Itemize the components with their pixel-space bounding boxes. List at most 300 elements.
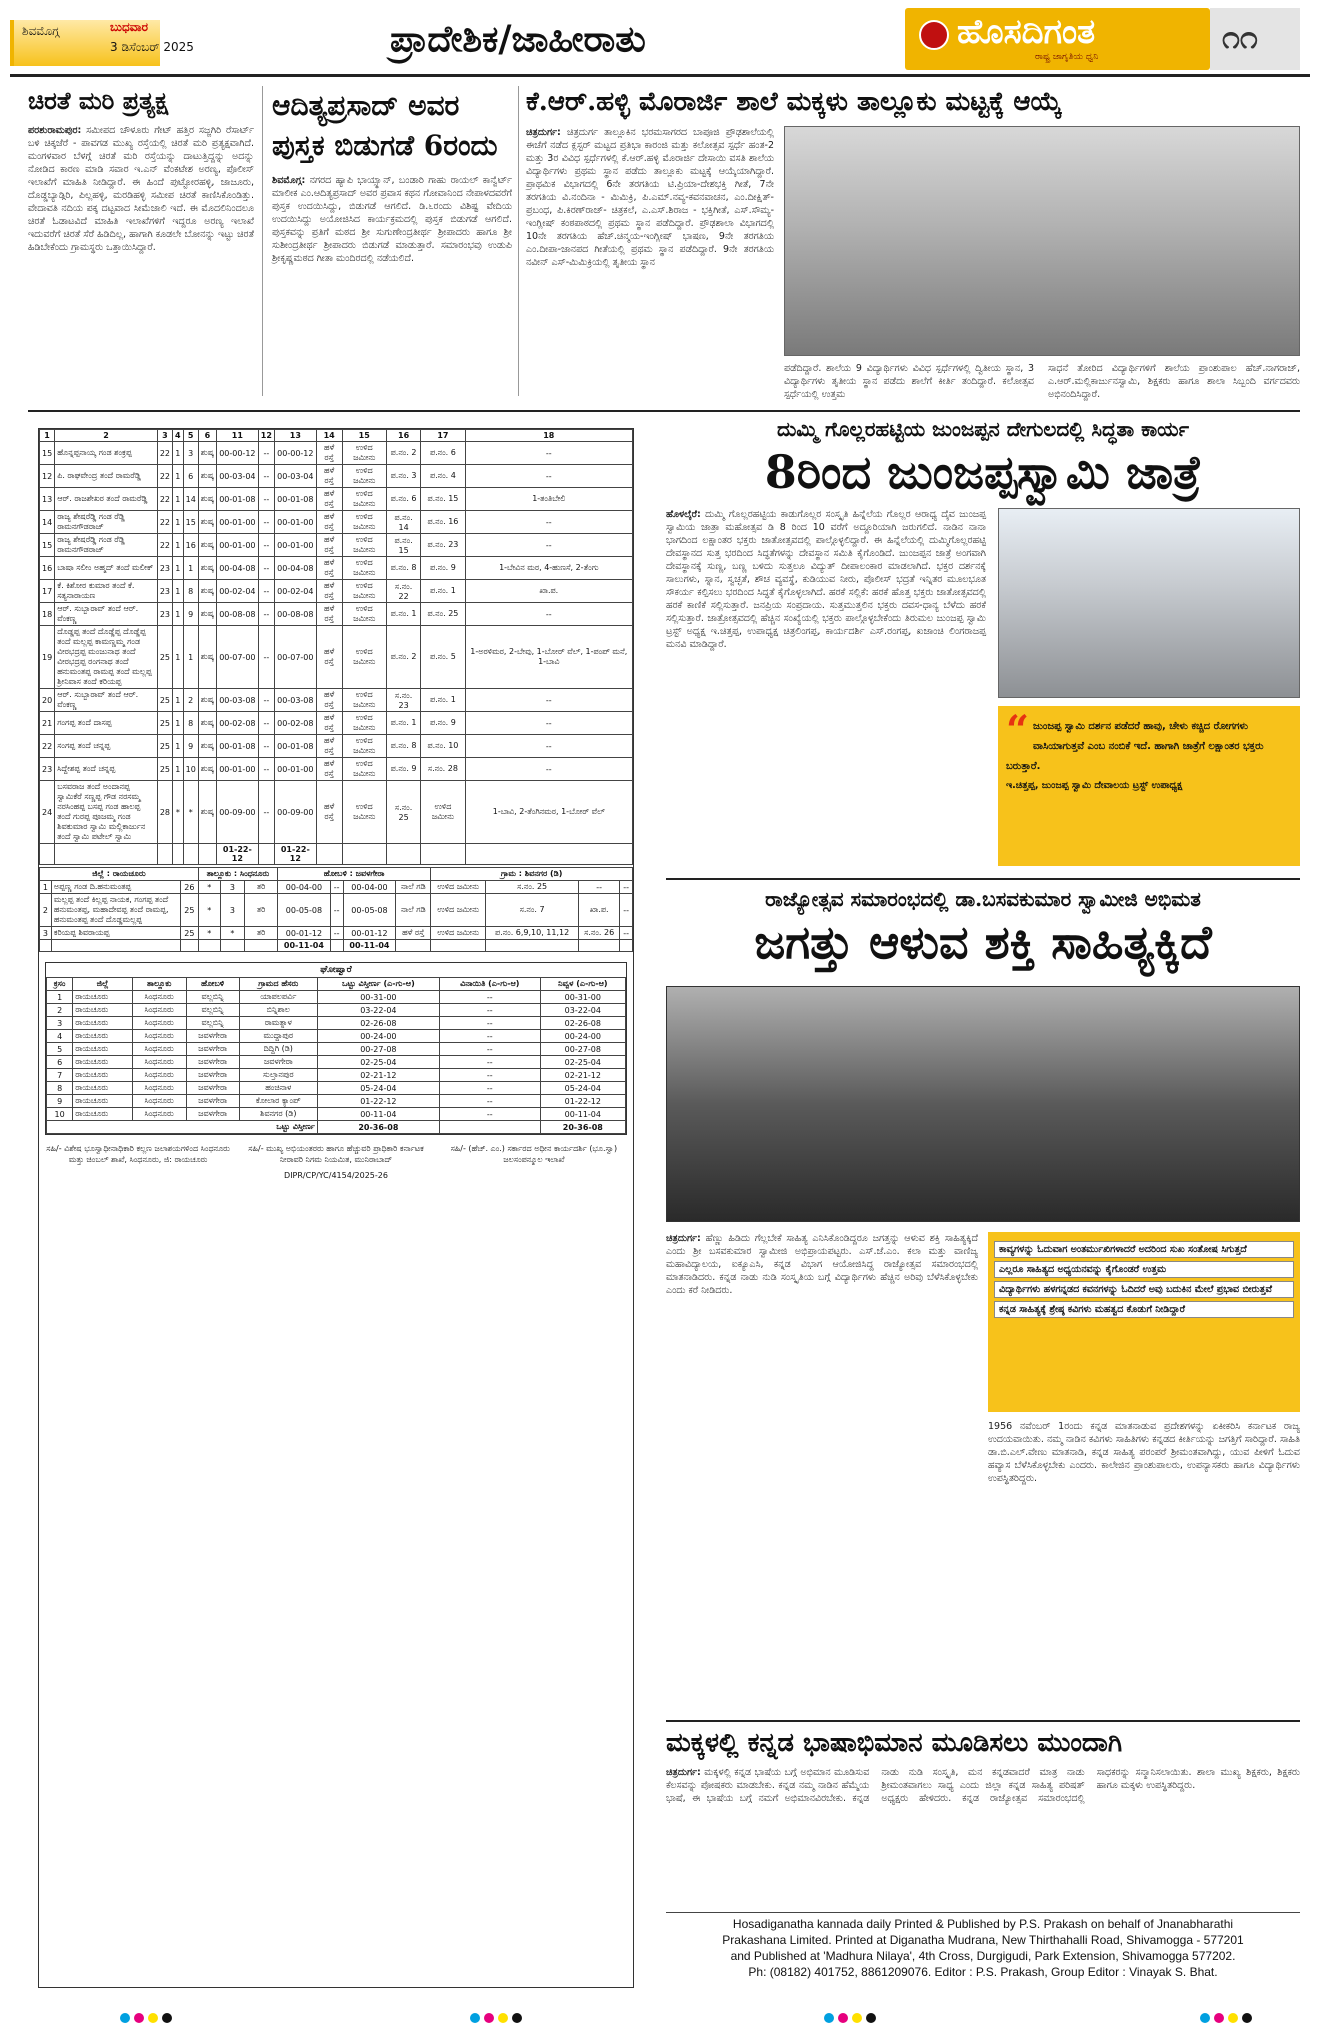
empty-cell: [173, 844, 184, 865]
table-cell: --: [465, 442, 632, 465]
table-cell: 1: [173, 626, 184, 689]
table-cell: 1: [173, 511, 184, 534]
table-cell: --: [465, 712, 632, 735]
table-cell: 9: [183, 735, 198, 758]
masthead-bar: [0, 0, 1330, 78]
story-school-headline: ಕೆ.ಆರ್.ಹಳ್ಳಿ ಮೊರಾರ್ಜಿ ಶಾಲೆ ಮಕ್ಕಳು ತಾಲ್ಲೂಕು ಮಟ್ಟಕ್ಕೆ ಆಯ್ಕೆ: [526, 87, 1062, 117]
table-cell: 1: [183, 626, 198, 689]
table-cell: ಆರ್. ಸುಬ್ಬಾರಾವ್ ತಂದೆ ಆರ್. ವೆಂಕಣ್ಣ: [55, 689, 158, 712]
story-leopard-headline: ಚಿರತೆ ಮರಿ ಪ್ರತ್ಯಕ್ಷ: [28, 86, 169, 115]
table-cell: ಪ.ನಂ. 4: [421, 465, 465, 488]
table-cell: 00-01-08: [216, 735, 258, 758]
table-cell: --: [620, 881, 633, 894]
registration-marks-center-left: [468, 2008, 524, 2027]
table-cell: 25: [157, 735, 172, 758]
empty-cell: [180, 940, 198, 952]
table-cell: 00-00-12: [274, 442, 316, 465]
table-cell: 1: [173, 603, 184, 626]
table-cell: ಜವಳಗೇರಾ: [239, 1056, 317, 1069]
table-cell: 25: [157, 626, 172, 689]
story-kannada: [666, 1726, 1300, 1906]
table-cell: ಶುಷ್ಕ: [198, 689, 216, 712]
table-row: [40, 689, 633, 712]
table-cell: 01-22-12: [540, 1095, 625, 1108]
table-cell: 23: [40, 758, 55, 781]
table-cell: 1: [173, 712, 184, 735]
table-cell: 18: [40, 603, 55, 626]
land-acquisition-ad: [38, 428, 634, 1988]
table-cell: 00-31-00: [317, 991, 439, 1004]
table-cell: 25: [180, 894, 198, 927]
table-cell: 00-01-00: [274, 534, 316, 557]
table-cell: 00-27-08: [540, 1043, 625, 1056]
table-row: [40, 511, 633, 534]
table-cell: ಉಳಿದ ಜಮೀನು: [342, 712, 386, 735]
table-cell: ಉಳಿದ ಜಮೀನು: [342, 580, 386, 603]
table-row: [40, 894, 633, 927]
table-cell: 26: [180, 881, 198, 894]
table-cell: --: [258, 712, 274, 735]
dipr-code: DIPR/CP/YC/4154/2025-26: [284, 1171, 388, 1180]
table-cell: ಪ.ನಂ. 8: [386, 557, 420, 580]
imprint-line3: and Published at 'Madhura Nilaya', 4th Cross, Durgigudi, Park Extension, Shivamogga 577202.: [730, 1949, 1236, 1963]
table-cell: ಶುಷ್ಕ: [198, 781, 216, 844]
table-cell: *: [220, 927, 245, 940]
story-leopard-text: ಸಮೀಪದ ಚೌಳೂರು ಗೇಟ್ ಹತ್ತಿರ ಸಜ್ಜಗಿರಿ ರೆಸಾರ್ಟ್ ಬಳಿ ಚಿಕ್ಕಜೆರೆ - ಪಾವಗಡ ಮುಖ್ಯ ರಸ್ತೆಯಲ್ಲಿ ಚಿರತೆ ಮರಿ ಪ್ರತ್ಯಕ್ಷವಾಗಿದೆ. ಮಂಗಳವಾರ ಬೆಳಗ್ಗೆ ಚಿರತೆ ಮರಿ ರಸ್ತೆಯನ್ನು ದಾಟುತ್ತಿದ್ದನ್ನು ಅದನ್ನು ನೋಡಿದ ಕಾರಣ ಮಾಡಿ ಸವಾರ ಇ.ಎನ್ ವೆಂಕಟೇಶ ಅರಣ್ಯ, ಪೊಲೀಸ್ ಇಲಾಖೆಗೆ ಮಾಹಿತಿ ನೀಡಿದ್ದಾರೆ. ಈ ಹಿಂದೆ ಪುಟ್ಟೋರಹಳ್ಳಿ, ಜಾಜೂರು, ದೊಡ್ಡಬ್ಯಾಡ್ಗಿರಿ, ಪಿಲ್ಲಹಳ್ಳಿ, ಮರಡಿಹಳ್ಳಿ ಸಮೀಪ ಚಿರತೆ ಕಾಣಿಸಿಕೊಂಡಿತ್ತು. ವೇದಾವತಿ ನದಿಯ ಪಕ್ಕ ದಟ್ಟವಾದ ಸೀಮೆಜಾಲಿ ಇದೆ. ಈ ಮೊದಲಿನಿಂದಲೂ ಚಿರತೆ ಓಡಾಟವಿದೆ ಮಾಹಿತಿ ಇಲಾಖೆಗಳಿಗೆ ಇದ್ದರೂ ಅರಣ್ಯ ಇಲಾಖೆ ಇದುವರೆಗೆ ಚಿರತೆ ಸೆರೆ ಹಿಡಿದಿಲ್ಲ, ಹಾಗಾಗಿ ಕೂಡಲೇ ಬೋನನ್ನು ಇಟ್ಟು ಚಿರತೆ ಹಿಡಿಬೇಕೆಂದು ಗ್ರಾಮಸ್ಥರು ಒತ್ತಾಯಿಸಿದ್ದಾರೆ.: [28, 125, 254, 253]
story-school: [526, 86, 1300, 402]
table-cell: ಪ.ನಂ. 2: [386, 626, 420, 689]
table-row: [40, 881, 633, 894]
table-cell: 00-02-04: [274, 580, 316, 603]
table-cell: 03-22-04: [540, 1004, 625, 1017]
table-cell: 1-ಬಾವಿ, 2-ತೆಂಗಿನಮರ, 1-ಬೋರ್ ವೆಲ್: [465, 781, 632, 844]
table-cell: ಹೊನ್ನಪ್ಪನಾಯ್ಕ ಗಂಡ ಶಂಕ್ರಪ್ಪ: [55, 442, 158, 465]
table-cell: 1: [173, 442, 184, 465]
table-cell: ಪ.ನಂ. 15: [386, 534, 420, 557]
table-cell: 25: [157, 689, 172, 712]
table-cell: 1: [173, 735, 184, 758]
table-cell: ಯಾಪಲಪರ್ವಿ: [239, 991, 317, 1004]
table-cell: ಪ.ನಂ. 1: [386, 712, 420, 735]
table-cell: ಪ.ನಂ. 25: [421, 603, 465, 626]
table-cell: ಕೋಲಾರ ಕ್ಯಾಂಪ್: [239, 1095, 317, 1108]
summary-total-row: [47, 1121, 626, 1134]
empty-cell: [55, 844, 158, 865]
ad-col-header: 13: [274, 430, 316, 442]
table-cell: --: [258, 534, 274, 557]
table-cell: 25: [157, 712, 172, 735]
table-cell: ಸಿಂಧನೂರು: [132, 1043, 186, 1056]
table-cell: ಹಳೆ ರಸ್ತೆ: [316, 689, 342, 712]
table-cell: --: [620, 894, 633, 927]
table-cell: ಪ.ನಂ. 1: [421, 580, 465, 603]
table-cell: ಶುಷ್ಕ: [198, 712, 216, 735]
registration-marks-left: [118, 2008, 174, 2027]
quote-mark-icon: “: [1006, 707, 1030, 754]
table-cell: --: [258, 603, 274, 626]
story-book-text: ನಗರದ ಹ್ಯಾಪಿ ಭಾಯ್ಸ್ಥಾನ್, ಬಂಡಾರಿ ಗಾಹು ರಾಯಲ್ ಕಾನ್ವೆರ್ಟ್ ಮಾಲೀಕ ಎಂ.ಆದಿತ್ಯಪ್ರಸಾದ್ ಅವರ ಪ್ರವಾಸ ಕಥನ ಗೋವಾನಿಂದ ನೇಪಾಳದವರೆಗೆ ಪುಸ್ತಕ ಉದಯಿಸಿದ್ದು, ಬಿಡುಗಡೆ ಆಗಲಿದೆ. ಡಿ.೬ರಂದು ವಿಶಿಷ್ಟ ವೇದಿಯ ಉದಯಿಸಿದ್ದು ಅಯೋಜಿಸಿದ ಕಾರ್ಯಕ್ರಮದಲ್ಲಿ ಪುಸ್ತಕ ಬಿಡುಗಡೆ ಆಗಲಿದೆ. ಪುಸ್ತಕವನ್ನು ಪ್ರತಿಗೆ ಮಠದ ಶ್ರೀ ಸುಗುಣೇಂದ್ರತೀರ್ಥ ಶ್ರೀಪಾದರು ಹಾಗೂ ಶ್ರೀ ಸುಶೀಂದ್ರತೀರ್ಥ ಶ್ರೀಪಾದರು ಬಿಡುಗಡೆ ಮಾಡುತ್ತಾರೆ. ಸಮಾರಂಭವು ಉಡುಪಿ ಶ್ರೀಕೃಷ್ಣಮಠದ ಗೀತಾ ಮಂದಿರದಲ್ಲಿ ನಡೆಯಲಿದೆ.: [272, 175, 512, 264]
table-cell: 3: [220, 881, 245, 894]
ad-col-header: 17: [421, 430, 465, 442]
ad-col-header: 18: [465, 430, 632, 442]
header-day: ಬುಧವಾರ: [110, 20, 148, 34]
table-row: [40, 442, 633, 465]
table-cell: ಸಿದ್ದೇಶಪ್ಪ ತಂದೆ ಚನ್ನಪ್ಪ: [55, 758, 158, 781]
quote-attribution: ಇ.ಚಿತ್ತಪ್ಪ, ಜುಂಜಪ್ಪ ಸ್ವಾಮಿ ದೇವಾಲಯ ಟ್ರಸ್ಟ್ ಉಪಾಧ್ಯಕ್ಷ: [1006, 780, 1183, 791]
table-cell: 00-01-00: [274, 511, 316, 534]
table-cell: ಹಳೆ ರಸ್ತೆ: [316, 488, 342, 511]
table-row: [47, 1004, 626, 1017]
lamp-icon: [919, 20, 949, 50]
story-school-dateline: ಚಿತ್ರದುರ್ಗ:: [526, 127, 561, 138]
table-cell: --: [258, 511, 274, 534]
summary-col-header: ತಾಲ್ಲೂಕು: [132, 978, 186, 991]
table-cell: ಪ.ನಂ. 23: [421, 534, 465, 557]
subtotal-row: [40, 940, 633, 952]
story-kannada-dateline: ಚಿತ್ರದುರ್ಗ:: [666, 1767, 701, 1778]
district-row: [40, 868, 633, 881]
table-row: [40, 758, 633, 781]
table-cell: 02-21-12: [317, 1069, 439, 1082]
table-cell: ಉಳಿದ ಜಮೀನು: [342, 603, 386, 626]
table-cell: --: [439, 1108, 540, 1121]
table-cell: 1: [40, 881, 52, 894]
table-cell: --: [330, 927, 343, 940]
ad-signature-1: ಸಹಿ/- ವಿಶೇಷ ಭೂಸ್ವಾಧೀನಾಧಿಕಾರಿ ಕಲ್ಲಣ ಜಲಾಶಯಗಳಿಂದ ಸಿಂಧನೂರು ಮತ್ತು ಚಿಂಬಲ್ ಶಾಖೆ, ಸಿಂಧನೂರು, ಜಿ: ರಾಯಚೂರು: [46, 1144, 230, 1164]
header-rule: [10, 74, 1310, 77]
col-divider: [518, 86, 519, 396]
ad-col-header: 1: [40, 430, 55, 442]
table-cell: 00-01-08: [216, 488, 258, 511]
story-school-body: [526, 126, 774, 269]
table-cell: --: [258, 689, 274, 712]
table-cell: ಉಳಿದ ಜಮೀನು: [342, 442, 386, 465]
empty-cell: [40, 844, 55, 865]
story-sahitya-body: [666, 1232, 978, 1297]
subtotal-cell: 01-22-12: [274, 844, 316, 865]
table-row: [47, 991, 626, 1004]
table-row: [47, 1082, 626, 1095]
ad-col-header: 16: [386, 430, 420, 442]
table-cell: ಸಿಂಧನೂರು: [132, 1004, 186, 1017]
imprint-line2: Prakashana Limited. Printed at Diganatha Mudrana, New Thirthahalli Road, Shivamogga - 577201: [722, 1933, 1244, 1947]
empty-cell: [198, 940, 220, 952]
table-cell: --: [258, 557, 274, 580]
table-cell: ರಾಯಚೂರು: [73, 1082, 133, 1095]
table-row: [40, 712, 633, 735]
story-kannada-body: [666, 1766, 1300, 1805]
table-cell: 00-00-12: [216, 442, 258, 465]
ad-main-table: [39, 429, 633, 865]
table-cell: 00-01-00: [216, 511, 258, 534]
story-book-dateline: ಶಿವಮೊಗ್ಗ:: [272, 175, 306, 186]
table-cell: 00-03-08: [274, 689, 316, 712]
table-row: [40, 603, 633, 626]
story-school-caption1: ಪಡೆದಿದ್ದಾರೆ. ಶಾಲೆಯ 9 ವಿದ್ಯಾರ್ಥಿಗಳು ವಿವಿಧ ಸ್ಪರ್ಧೆಗಳಲ್ಲಿ ದ್ವಿತೀಯ ಸ್ಥಾನ, 3 ವಿದ್ಯಾರ್ಥಿಗಳು ತೃತೀಯ ಸ್ಥಾನ ಪಡೆದು ಶಾಲೆಗೆ ಕೀರ್ತಿ ತಂದಿದ್ದಾರೆ. ಕಲೋತ್ಸವ ಸ್ಪರ್ಧೆಯಲ್ಲಿ ಉತ್ತಮ: [784, 363, 1034, 400]
table-cell: ಹಂಚಿನಾಳ: [239, 1082, 317, 1095]
table-cell: ಕೆ. ಕಿಶೋರ ಕುಮಾರ ತಂದೆ ಕೆ. ಸತ್ಯನಾರಾಯಣ: [55, 580, 158, 603]
table-cell: ವಲ್ಲಬಿನ್ನಿ: [186, 991, 239, 1004]
table-cell: 00-02-08: [274, 712, 316, 735]
table-cell: --: [620, 927, 633, 940]
table-row: [40, 735, 633, 758]
ad-col-header: 6: [198, 430, 216, 442]
table-cell: 17: [40, 580, 55, 603]
table-cell: --: [258, 580, 274, 603]
table-cell: 00-09-00: [216, 781, 258, 844]
table-cell: ಆರ್. ರಾಜಶೇಖರ ತಂದೆ ರಾಮರೆಡ್ಡಿ: [55, 488, 158, 511]
table-cell: 1: [47, 991, 73, 1004]
table-cell: 21: [40, 712, 55, 735]
ad-signature-3: ಸಹಿ/- (ಹೆಚ್. ಎಂ.) ಸರ್ಕಾರದ ಅಧೀನ ಕಾರ್ಯದರ್ಶಿ (ಭೂ.ಸ್ವಾ) ಜಲಸಂಪನ್ಮೂಲ ಇಲಾಖೆ: [450, 1144, 618, 1164]
table-cell: 1: [183, 557, 198, 580]
table-cell: *: [198, 881, 220, 894]
table-cell: 2: [47, 1004, 73, 1017]
table-cell: ಶಿವನಗರ (ಡಿ): [239, 1108, 317, 1121]
table-cell: 00-24-00: [317, 1030, 439, 1043]
table-cell: ಉಳಿದ ಜಮೀನು: [342, 557, 386, 580]
summary-col-header: ಕ್ರಸಂ: [47, 978, 73, 991]
table-cell: ಜವಳಗೇರಾ: [186, 1056, 239, 1069]
summary-col-header: ಒಟ್ಟು ವಿಸ್ತೀರ್ಣ (ಎ-ಗು-ಆ): [317, 978, 439, 991]
registration-marks-right: [1198, 2008, 1254, 2027]
table-cell: --: [439, 1043, 540, 1056]
table-cell: ಜವಳಗೇರಾ: [186, 1095, 239, 1108]
table-cell: 02-21-12: [540, 1069, 625, 1082]
story-jatre-dateline: ಹೊಳಲ್ಕೆರೆ:: [666, 509, 701, 520]
table-cell: ಆರ್. ಸುಬ್ಬಾರಾವ್ ತಂದೆ ಆರ್. ವೆಂಕಣ್ಣ: [55, 603, 158, 626]
ad-signature-2: ಸಹಿ/- ಮುಖ್ಯ ಅಭಿಯಂತರರು ಹಾಗೂ ಹೆಚ್ಚುವರಿ ಪ್ರಾಧಿಕಾರಿ ಕರ್ನಾಟಕ ನೀರಾವರಿ ನಿಗಮ ನಿಯಮಿತ, ಮುನಿರಾಬಾದ್: [248, 1144, 424, 1164]
ad-col-header: 2: [55, 430, 158, 442]
story-jatre-kicker: ದುಮ್ಮಿ ಗೊಲ್ಲರಹಟ್ಟಿಯ ಜುಂಜಪ್ಪನ ದೇಗುಲದಲ್ಲಿ ಸಿದ್ಧತಾ ಕಾರ್ಯ: [777, 417, 1189, 441]
story-leopard-dateline: ಪರಶುರಾಮಪುರ:: [28, 125, 82, 136]
table-cell: 00-01-08: [274, 735, 316, 758]
story-book-headline: ಆದಿತ್ಯಪ್ರಸಾದ್ ಅವರ ಪುಸ್ತಕ ಬಿಡುಗಡೆ 6ರಂದು: [272, 89, 498, 162]
summary-col-header: ಜಿಲ್ಲೆ: [73, 978, 133, 991]
table-cell: --: [258, 442, 274, 465]
subtotal-cell: 00-11-04: [343, 940, 396, 952]
table-cell: 01-22-12: [317, 1095, 439, 1108]
paper-name: ಹೊಸದಿಗಂತ: [957, 12, 1096, 52]
table-cell: ಕರಿಯಪ್ಪ ಶಿವರಾಯಪ್ಪ: [51, 927, 180, 940]
story-sahitya-body2: 1956 ನವೆಂಬರ್ 1ರಂದು ಕನ್ನಡ ಮಾತನಾಡುವ ಪ್ರದೇಶಗಳನ್ನು ಏಕೀಕರಿಸಿ ಕರ್ನಾಟಕ ರಾಜ್ಯ ಉದಯವಾಯಿತು. ನಮ್ಮ ನಾಡಿನ ಕವಿಗಳು ಸಾಹಿತಿಗಳು ಕನ್ನಡದ ಕೀರ್ತಿಯನ್ನು ಜಗತ್ತಿಗೆ ಸಾರಿದ್ದಾರೆ. ಸಾಹಿತಿ ಡಾ.ಬಿ.ಎಲ್.ವೇಣು ಮಾತನಾಡಿ, ಕನ್ನಡ ಸಾಹಿತ್ಯ ಪರಂಪರೆ ಶ್ರೀಮಂತವಾಗಿದ್ದು, ಯುವ ಪೀಳಿಗೆ ಓದುವ ಹವ್ಯಾಸ ಬೆಳೆಸಿಕೊಳ್ಳಬೇಕು ಎಂದರು. ಕಾಲೇಜಿನ ಪ್ರಾಂಶುಪಾಲರು, ಉಪನ್ಯಾಸಕರು ಹಾಗೂ ವಿದ್ಯಾರ್ಥಿಗಳು ಉಪಸ್ಥಿತರಿದ್ದರು.: [988, 1421, 1300, 1484]
table-cell: 2: [40, 894, 52, 927]
table-cell: ಪ.ನಂ. 2: [386, 442, 420, 465]
table-cell: 05-24-04: [540, 1082, 625, 1095]
table-cell: ಬಸವರಾಜ ತಂದೆ ಅಂದಾನಪ್ಪ ಸ್ವಾಮಿಕೆರೆ ಸಣ್ಣಪ್ಪ ಗೌಡ ನರಸಮ್ಮ ನರಸಿಂಹಪ್ಪ ಬಸಪ್ಪ ಗಂಡ ಹಾಲಪ್ಪ ತಂದೆ ಗುರಪ್ಪ ಪೂಜಮ್ಮ ಗಂಡ ಶಿವಕುಮಾರ ಸ್ವಾಮಿ ಮಲ್ಲಿಕಾರ್ಜುನ ತಂದೆ ಸ್ವಾಮಿ ಪಟೇಲ್ ಸ್ವಾಮಿ: [55, 781, 158, 844]
table-cell: ಮುದ್ದಾಪುರ: [239, 1030, 317, 1043]
table-cell: ಜವಳಗೇರಾ: [186, 1043, 239, 1056]
paper-logo-box: [905, 8, 1210, 70]
table-cell: 00-07-00: [274, 626, 316, 689]
table-cell: 24: [40, 781, 55, 844]
table-cell: ಶುಷ್ಕ: [198, 442, 216, 465]
table-cell: ತರಿ: [245, 927, 278, 940]
table-cell: ಶುಷ್ಕ: [198, 511, 216, 534]
summary-total-label: ಒಟ್ಟು ವಿಸ್ತೀರ್ಣ: [47, 1121, 318, 1134]
table-cell: ದಿದ್ದಿಗಿ (ಡಿ): [239, 1043, 317, 1056]
table-cell: ಉಳಿದ ಜಮೀನು: [342, 689, 386, 712]
section-title: ಪ್ರಾದೇಶಿಕ/ಜಾಹೀರಾತು: [390, 18, 646, 60]
table-cell: ರಾಜ್ಯ ಶೇಷರೆಡ್ಡಿ ಗಂಡ ರೆಡ್ಡಿ ರಾಮನಗೌಡರಾಜ್: [55, 534, 158, 557]
story-jatre-text: ದುಮ್ಮಿ ಗೊಲ್ಲರಹಟ್ಟಿಯ ಕಾಡುಗೊಲ್ಲರ ಸಂಸ್ಕೃತಿ ಹಿನ್ನೆಲೆಯ ಗೊಲ್ಲರ ಆರಾಧ್ಯ ದೈವ ಜುಂಜಪ್ಪ ಸ್ವಾಮಿಯ ಜಾತ್ರಾ ಮಹೋತ್ಸವ ಡಿ 8 ರಿಂದ 10 ವರೆಗೆ ಅದ್ದೂರಿಯಾಗಿ ಜರುಗಲಿದೆ. ನಾಡಿನ ನಾನಾ ಭಾಗದಿಂದ ಲಕ್ಷಾಂತರ ಭಕ್ತರು ಜಾತೋತ್ಸವದಲ್ಲಿ ಪಾಲ್ಗೊಳ್ಳಲಿದ್ದಾರೆ. ಈ ಹಿನ್ನೆಲೆಯಲ್ಲಿ ದುಮ್ಮಿಗೊಲ್ಲರಹಟ್ಟಿ ದೇವಸ್ಥಾನದ ಸುತ್ತ ಭರದಿಂದ ಸಿದ್ಧತೆಗಳನ್ನು ದೇವಸ್ಥಾನ ಸಮಿತಿ ಕೈಗೊಂಡಿದೆ. ಜುಂಜಪ್ಪನ ಜಾತ್ರೆ ಅಂಗವಾಗಿ ದೇವಸ್ಥಾನಕ್ಕೆ ಸುಣ್ಣ, ಬಣ್ಣ ಬಳಿದು ಸುತ್ತಲೂ ವಿದ್ಯುತ್ ದೀಪಾಲಂಕಾರ ಮಾಡಲಾಗಿದೆ. ಭಕ್ತರ ದರ್ಶನಕ್ಕೆ ಸಾಲುಗಳು, ಸ್ನಾನ, ಸ್ವಚ್ಛತೆ, ಶೌಚ ವ್ಯವಸ್ಥೆ, ಕುಡಿಯುವ ನೀರು, ಪೊಲೀಸ್ ಭದ್ರತೆ ಇನ್ನಿತರ ಮೂಲಭೂತ ಸೌಕರ್ಯ ಕಲ್ಪಿಸಲು ಭರದಿಂದ ಸಿದ್ಧತೆ ಕೈಗೊಳ್ಳಲಾಗಿದೆ. ಹರಕೆ ಸಲ್ಲಿಕೆ: ಹರಕೆ ಹೊತ್ತ ಭಕ್ತರು ಜಾತೋತ್ಸವದಲ್ಲಿ ಹರಕೆ ಕಾಣಿಕೆ ಸಲ್ಲಿಸುತ್ತಾರೆ. ಜನಪ್ರಿಯ ಸಂಪ್ರದಾಯ. ಸುತ್ತಮುತ್ತಲಿನ ಭಕ್ತರು ದವಸ-ಧಾನ್ಯ ಬೆಳೆದು ಹರಕೆ ಸಲ್ಲಿಸುತ್ತಾರೆ. ಜಾತ್ರೋತ್ಸವದಲ್ಲಿ ಹೆಚ್ಚಿನ ಸಂಖ್ಯೆಯಲ್ಲಿ ಭಕ್ತರು ಪಾಲ್ಗೊಳ್ಳಬೇಕೆಂದು ತಿರುಮಲ ಜುಂಜಪ್ಪ ಸ್ವಾಮಿ ಟ್ರಸ್ಟ್ ಅಧ್ಯಕ್ಷ ಇ.ಚಿತ್ತಪ್ಪ, ಉಪಾಧ್ಯಕ್ಷ ಚಿತ್ರಲಿಂಗಪ್ಪ, ಕಾರ್ಯದರ್ಶಿ ಎಸ್.ರಂಗಪ್ಪ, ಖಜಾಂಚಿ ಲಿಂಗರಾಜಪ್ಪ ಮನವಿ ಮಾಡಿದ್ದಾರೆ.: [666, 509, 986, 650]
table-cell: --: [465, 534, 632, 557]
table-cell: ಪಿ. ರಾಘವೇಂದ್ರ ತಂದೆ ರಾಮರೆಡ್ಡಿ: [55, 465, 158, 488]
table-cell: --: [465, 465, 632, 488]
story-kannada-text: ಮಕ್ಕಳಲ್ಲಿ ಕನ್ನಡ ಭಾಷೆಯ ಬಗ್ಗೆ ಅಭಿಮಾನ ಮೂಡಿಸುವ ಕೆಲಸವನ್ನು ಪೋಷಕರು ಮಾಡಬೇಕು. ಕನ್ನಡ ನಮ್ಮ ನಾಡಿನ ಹೆಮ್ಮೆಯ ಭಾಷೆ, ಈ ಭಾಷೆಯ ಬಗ್ಗೆ ನಮಗೆ ಅಭಿಮಾನವಿರಬೇಕು. ಕನ್ನಡ ನಾಡು ನುಡಿ ಸಂಸ್ಕೃತಿ, ಮನ ಕನ್ನಡವಾದರೆ ಮಾತ್ರ ನಾಡು ಶ್ರೀಮಂತವಾಗಲು ಸಾಧ್ಯ ಎಂದು ಜಿಲ್ಲಾ ಕನ್ನಡ ಸಾಹಿತ್ಯ ಪರಿಷತ್ ಅಧ್ಯಕ್ಷರು ಹೇಳಿದರು. ಕನ್ನಡ ರಾಜ್ಯೋತ್ಸವ ಸಮಾರಂಭದಲ್ಲಿ ಸಾಧಕರನ್ನು ಸನ್ಮಾನಿಸಲಾಯಿತು. ಶಾಲಾ ಮುಖ್ಯ ಶಿಕ್ಷಕರು, ಶಿಕ್ಷಕರು ಹಾಗೂ ಮಕ್ಕಳು ಉಪಸ್ಥಿತರಿದ್ದರು.: [666, 1767, 1300, 1804]
table-cell: 00-02-04: [216, 580, 258, 603]
table-cell: ಉಳಿದ ಜಮೀನು: [342, 735, 386, 758]
table-cell: 1: [173, 689, 184, 712]
summary-title: ಘೋಷ್ವಾರೆ: [320, 965, 352, 975]
table-cell: ಉಳಿದ ಜಮೀನು: [431, 881, 486, 894]
table-cell: ಬಿನ್ನಿಶಾಲ: [239, 1004, 317, 1017]
table-cell: ಉಳಿದ ಜಮೀನು: [342, 465, 386, 488]
empty-cell: [486, 940, 579, 952]
table-cell: 00-01-08: [274, 488, 316, 511]
table-cell: ಪ.ನಂ. 8: [386, 735, 420, 758]
key-point: ವಿದ್ಯಾರ್ಥಿಗಳು ಹಳಗನ್ನಡದ ಕವನಗಳನ್ನು ಓದಿದರೆ ಅವು ಬದುಕಿನ ಮೇಲೆ ಪ್ರಭಾವ ಬೀರುತ್ತವೆ: [994, 1281, 1294, 1298]
table-cell: ರಾಯಚೂರು: [73, 991, 133, 1004]
table-cell: ಸ.ನಂ. 26: [579, 927, 620, 940]
table-cell: ಸಂಗಪ್ಪ ತಂದೆ ಚನ್ನಪ್ಪ: [55, 735, 158, 758]
village-label: ಗ್ರಾಮ : ಶಿವನಗರ (ಡಿ): [431, 868, 633, 881]
table-cell: --: [258, 488, 274, 511]
imprint-line4: Ph: (08182) 401752, 8861209076. Editor : P.S. Prakash, Group Editor : Vinayak S. Bhat.: [748, 1965, 1218, 1979]
table-cell: 05-24-04: [317, 1082, 439, 1095]
table-cell: 00-04-00: [277, 881, 330, 894]
table-cell: ತರಿ: [245, 881, 278, 894]
table-cell: 00-01-00: [216, 534, 258, 557]
quote-box: [998, 706, 1300, 866]
table-cell: 22: [157, 511, 172, 534]
header-place: ಶಿವಮೊಗ್ಗ: [22, 24, 60, 38]
table-cell: *: [198, 894, 220, 927]
table-cell: ಪ.ನಂ. 1: [421, 689, 465, 712]
paper-tagline: ರಾಷ್ಟ್ರ ಜಾಗೃತಿಯ ಧ್ವನಿ: [1035, 52, 1099, 62]
table-cell: 2: [183, 689, 198, 712]
table-cell: 3: [40, 927, 52, 940]
table-cell: 00-01-00: [216, 758, 258, 781]
story-school-caption2: ಸಾಧನೆ ತೋರಿದ ವಿದ್ಯಾರ್ಥಿಗಳಿಗೆ ಶಾಲೆಯ ಪ್ರಾಂಶುಪಾಲ ಹೆಚ್.ನಾಗರಾಜ್, ಎ.ಆರ್.ಮಲ್ಲಿಕಾರ್ಜುನಸ್ವಾಮಿ, ಶಿಕ್ಷಕರು ಹಾಗೂ ಶಾಲಾ ಸಿಬ್ಬಂದಿ ವರ್ಗದವರು ಅಭಿನಂದಿಸಿದ್ದಾರೆ.: [1048, 363, 1300, 400]
table-cell: 02-26-08: [317, 1017, 439, 1030]
empty-cell: [396, 940, 431, 952]
table-cell: ಗಂಗಪ್ಪ ತಂದೆ ದಾಸಪ್ಪ: [55, 712, 158, 735]
table-cell: 10: [183, 758, 198, 781]
subtotal-cell: 01-22-12: [216, 844, 258, 865]
table-cell: ಜವಳಗೇರಾ: [186, 1069, 239, 1082]
table-cell: ಹಳೆ ರಸ್ತೆ: [316, 580, 342, 603]
table-cell: 5: [47, 1043, 73, 1056]
table-cell: ಶುಷ್ಕ: [198, 735, 216, 758]
table-cell: 1-ಬೇವಿನ ಮರ, 4-ಹುಣಸೆ, 2-ತೆಂಗು: [465, 557, 632, 580]
table-cell: 1: [173, 580, 184, 603]
table-cell: ಪ.ನಂ. 1: [386, 603, 420, 626]
imprint-line1: Hosadiganatha kannada daily Printed & Published by P.S. Prakash on behalf of Jnanabharathi: [732, 1917, 1234, 1931]
table-cell: 3: [183, 442, 198, 465]
table-cell: 1: [173, 488, 184, 511]
ad-col-header: 12: [258, 430, 274, 442]
table-cell: 9: [47, 1095, 73, 1108]
table-cell: ವಲ್ಲಬಿನ್ನಿ: [186, 1017, 239, 1030]
table-cell: ಹಳೆ ರಸ್ತೆ: [316, 712, 342, 735]
table-cell: 23: [157, 557, 172, 580]
table-cell: 00-27-08: [317, 1043, 439, 1056]
table-row: [47, 1108, 626, 1121]
table-cell: ವಲ್ಲಬಿನ್ನಿ: [186, 1004, 239, 1017]
table-cell: ಸಿಂಧನೂರು: [132, 1030, 186, 1043]
table-cell: 4: [47, 1030, 73, 1043]
empty-cell: [157, 844, 172, 865]
table-cell: ರಾಯಚೂರು: [73, 1069, 133, 1082]
table-cell: ಪ.ನಂ. 15: [421, 488, 465, 511]
table-cell: ಸಿಂಧನೂರು: [132, 1082, 186, 1095]
table-cell: ದೊಡ್ಡಪ್ಪ ತಂದೆ ದೊಡ್ಡೆಪ್ಪ ದೊಡ್ಡೆಪ್ಪ ತಂದೆ ಮಲ್ಲಪ್ಪ ಕಾಮಣ್ಣಮ್ಮ ಗಂಡ ವೀರಭದ್ರಪ್ಪ ಮಂಜುನಾಥ ತಂದೆ ವೀರಭದ್ರಪ್ಪ ರಂಗನಾಥ ತಂದೆ ಹನುಮಂತಪ್ಪ ರಾಮಪ್ಪ ತಂದೆ ಮಲ್ಲಪ್ಪ ಶ್ರೀನಿವಾಸ ತಂದೆ ಕರಿಯಪ್ಪ: [55, 626, 158, 689]
table-cell: ರಾಯಚೂರು: [73, 1043, 133, 1056]
table-cell: 22: [157, 465, 172, 488]
table-cell: --: [465, 689, 632, 712]
summary-col-header: ವಿನಾಯಿತಿ (ಎ-ಗು-ಆ): [439, 978, 540, 991]
table-cell: 14: [40, 511, 55, 534]
table-cell: ಸಿಂಧನೂರು: [132, 1017, 186, 1030]
table-cell: ರಾಜ್ಯ ಶೇಷರೆಡ್ಡಿ ಗಂಡ ರೆಡ್ಡಿ ರಾಮನಗೌಡರಾಜ್: [55, 511, 158, 534]
table-cell: 00-08-08: [216, 603, 258, 626]
table-cell: ಸ.ನಂ. 23: [386, 689, 420, 712]
table-cell: ಹಳೆ ರಸ್ತೆ: [316, 534, 342, 557]
table-cell: --: [258, 465, 274, 488]
table-cell: ಸಿಂಧನೂರು: [132, 1069, 186, 1082]
table-cell: --: [465, 603, 632, 626]
table-cell: ಉಳಿದ ಜಮೀನು: [342, 534, 386, 557]
empty-cell: [421, 844, 465, 865]
subtotal-row: [40, 844, 633, 865]
table-cell: 16: [40, 557, 55, 580]
table-cell: --: [465, 511, 632, 534]
table-cell: ಶುಷ್ಕ: [198, 580, 216, 603]
table-cell: ಸ.ನಂ. 7: [486, 894, 579, 927]
event-photo: [666, 986, 1300, 1222]
table-cell: 00-31-00: [540, 991, 625, 1004]
table-cell: 3: [220, 894, 245, 927]
table-cell: --: [258, 758, 274, 781]
table-cell: 15: [40, 534, 55, 557]
table-row: [47, 1095, 626, 1108]
table-cell: ಹಳೆ ರಸ್ತೆ: [316, 557, 342, 580]
table-cell: ಹಳೆ ರಸ್ತೆ: [316, 465, 342, 488]
table-row: [40, 580, 633, 603]
table-cell: ಪ.ನಂ. 5: [421, 626, 465, 689]
table-cell: ರಾಯಚೂರು: [73, 1030, 133, 1043]
table-cell: ಸುಲ್ತಾನಪುರ: [239, 1069, 317, 1082]
table-cell: 00-04-08: [216, 557, 258, 580]
col-divider: [262, 86, 263, 396]
table-cell: ಸಿಂಧನೂರು: [132, 991, 186, 1004]
summary-total2: 20-36-08: [540, 1121, 625, 1134]
table-cell: ಪ.ನಂ. 6: [386, 488, 420, 511]
table-cell: 00-03-08: [216, 689, 258, 712]
story-leopard: [28, 86, 254, 396]
table-cell: 28: [157, 781, 172, 844]
table-cell: ನಾಲೆ ಗಡಿ: [396, 894, 431, 927]
table-cell: ಉಳಿದ ಜಮೀನು: [342, 758, 386, 781]
table-cell: 00-03-04: [274, 465, 316, 488]
table-cell: ಜವಳಗೇರಾ: [186, 1030, 239, 1043]
table-cell: ಉಳಿದ ಜಮೀನು: [342, 511, 386, 534]
table-row: [47, 1017, 626, 1030]
table-row: [47, 1056, 626, 1069]
table-cell: ಬಾಷಾ ಸಲೀಂ ಅಹ್ಮದ್ ತಂದೆ ಮಲೀಕ್: [55, 557, 158, 580]
story-school-text: ಚಿತ್ರದುರ್ಗ ತಾಲ್ಲೂಕಿನ ಭರಮಸಾಗರದ ಬಾಪೂಜಿ ಪ್ರೌಢಶಾಲೆಯಲ್ಲಿ ಈಚೆಗೆ ನಡೆದ ಕ್ಲಸ್ಟರ್ ಮಟ್ಟದ ಪ್ರತಿಭಾ ಕಾರಂಜಿ ಮತ್ತು ಕಲೋತ್ಸವ ಸ್ಪರ್ಧೆ ಹಂತ-2 ಮತ್ತು 3ರ ವಿವಿಧ ಸ್ಪರ್ಧೆಗಳಲ್ಲಿ ಕೆ.ಆರ್.ಹಳ್ಳಿ ಮೊರಾರ್ಜಿ ದೇಸಾಯಿ ವಸತಿ ಶಾಲೆಯ ವಿದ್ಯಾರ್ಥಿಗಳು ಪ್ರಥಮ ಸ್ಥಾನ ಪಡೆದು ತಾಲ್ಲೂಕು ಮಟ್ಟಕ್ಕೆ ಆಯ್ಕೆಯಾಗಿದ್ದಾರೆ. ಪ್ರಾಥಮಿಕ ವಿಭಾಗದಲ್ಲಿ 6ನೇ ತರಗತಿಯ ಟಿ.ಪ್ರಿಯಾ-ದೇಶಭಕ್ತಿ ಗೀತೆ, 7ನೇ ತರಗತಿಯ ವಿ.ನಂದಿನಾ - ಮಿಮಿಕ್ರಿ, ಪಿ.ಎಮ್.ನವ್ಯ-ಕವನವಾಚನ, ಎಂ.ದೀಕ್ಷಿತ್- ಪ್ರಬಂಧ, ಪಿ.ಕಿರಣ್‌ರಾಜ್- ಚಿತ್ರಕಲೆ, ಎ.ಎಸ್.ಶಿರಾಜ - ಭಕ್ತಿಗೀತೆ, ಎಸ್.ಸೌಮ್ಯ- ಇಂಗ್ಲೀಷ್ ಕಂಠಪಾಠದಲ್ಲಿ ಪ್ರಥಮ ಸ್ಥಾನ ಪಡೆದಿದ್ದಾರೆ. ಪ್ರೌಢಶಾಲಾ ವಿಭಾಗದಲ್ಲಿ 10ನೇ ತರಗತಿಯ ಹೆಚ್.ಚಿನ್ಮಯ-ಇಂಗ್ಲೀಷ್ ಭಾಷಣ, 9ನೇ ತರಗತಿಯ ಎಂ.ದೀಪಾ-ಜಾನಪದ ಗೀತೆಯಲ್ಲಿ ಪ್ರಥಮ ಸ್ಥಾನ ಪಡೆದಿದ್ದಾರೆ. 9ನೇ ತರಗತಿಯ ನವೀನ್ ಎಸ್-ಮಿಮಿಕ್ರಿಯಲ್ಲಿ ತೃತೀಯ ಸ್ಥಾನ: [526, 127, 774, 268]
